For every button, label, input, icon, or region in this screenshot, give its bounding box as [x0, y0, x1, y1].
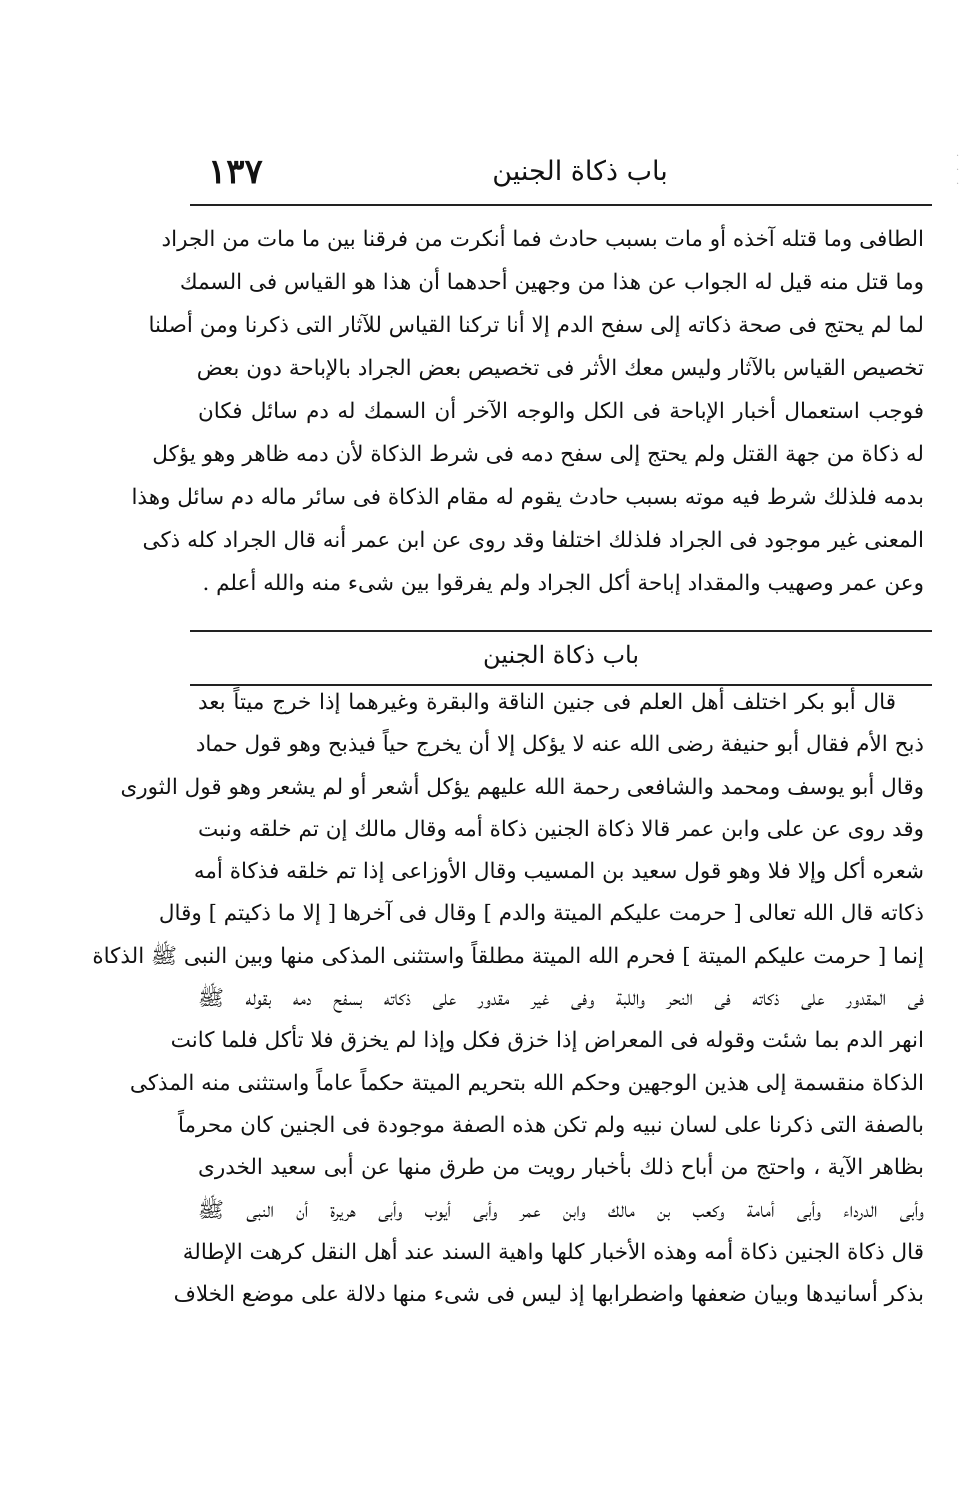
text-line: وقد روى عن على وابن عمر قالا ذكاة الجنين ذكاة أمه وقال مالك إن تم خلقه ونبت	[198, 816, 924, 842]
text-line: الذكاة منقسمة إلى هذين الوجهين وحكم الله بتحريم الميتة حكماً عاماً واستثنى منه المذكى	[129, 1070, 924, 1096]
text-line: وعن عمر وصهيب والمقداد إباحة أكل الجراد ولم يفرقوا بين شىء منه والله أعلم .	[202, 571, 924, 596]
page-header	[190, 150, 932, 200]
text-line: المعنى غير موجود فى الجراد فلذلك اختلفا وقد روى عن ابن عمر أنه قال الجراد كله ذكى	[142, 528, 924, 553]
section-body	[92, 690, 924, 1324]
text-line: وما قتل منه قيل له الجواب عن هذا من وجهين أحدهما أن هذا هو القياس فى السمك	[179, 270, 924, 295]
text-line: بالصفة التى ذكرنا على لسان نبيه ولم تكن هذه الصفة موجودة فى الجنين كان محرماً	[177, 1112, 924, 1138]
header-rule	[190, 204, 932, 206]
text-line: فوجب استعمال أخبار الإباحة فى الكل والوجه الآخر أن السمك له دم سائل فكان	[198, 399, 924, 424]
text-line: وقال أبو يوسف ومحمد والشافعى رحمة الله عليهم يؤكل أشعر أو لم يشعر وهو قول الثورى	[120, 774, 924, 800]
text-line: انهر الدم بما شئت وقوله فى المعراض إذا خزق فكل وإذا لم يخزق فلا تأكل فلما كانت	[170, 1028, 924, 1054]
text-line: بظاهر الآية ، واحتج من أباح ذلك بأخبار رويت من طرق منها عن أبى سعيد الخدرى	[198, 1155, 924, 1181]
text-line: شعره أكل وإلا فلا وهو قول سعيد بن المسيب وقال الأوزاعى إذا تم خلقه فذكاة أمه	[193, 859, 924, 885]
text-line: ذبح الأم فقال أبو حنيفة رضى الله عنه لا يؤكل إلا أن يخرج حياً فيذبح وهو قول حماد	[195, 732, 924, 758]
continued-paragraph	[131, 227, 924, 614]
text-line: إنما [ حرمت عليكم الميتة ] فحرم الله الميتة مطلقاً واستثنى المذكى منها وبين النبى ﷺ الذكاة	[92, 943, 924, 969]
text-line: وأبى الدرداء وأبى أمامة وكعب بن مالك وابن عمر وأبى أيوب وأبى هريرة أن النبى ﷺ	[198, 1197, 924, 1223]
text-line: تخصيص القياس بالآثار وليس معك الأثر فى تخصيص بعض الجراد بالإباحة دون بعض	[196, 356, 924, 381]
text-line: قال أبو بكر اختلف أهل العلم فى جنين الناقة والبقرة وغيرهما إذا خرج ميتاً بعد	[198, 690, 896, 715]
text-line: قال ذكاة الجنين ذكاة أمه وهذه الأخبار كلها واهية السند عند أهل النقل كرهت الإطالة	[182, 1239, 924, 1265]
text-line: ذكاته قال الله تعالى [ حرمت عليكم الميتة والدم ] وقال فى آخرها [ إلا ما ذكيتم ] وقال	[158, 901, 924, 927]
running-title: باب ذكاة الجنين	[492, 156, 668, 187]
text-line: فى المقدور على ذكاته فى النحر واللبة وفى غير مقدور على ذكاته بسفح دمه بقوله ﷺ	[198, 986, 924, 1012]
text-line: الطافى وما قتله آخذه أو مات بسبب حادث فما أنكرت من فرقنا بين ما مات من الجراد	[161, 227, 924, 252]
page-number: ١٣٧	[208, 152, 263, 192]
section-rule-top	[190, 630, 932, 632]
section-rule-bottom	[190, 684, 932, 686]
section-heading: باب ذكاة الجنين	[482, 641, 640, 669]
text-line: لما لم يحتج فى صحة ذكاته إلى سفح الدم إلا أنا تركنا القياس للآثار التى ذكرنا ومن أصلنا	[148, 313, 924, 338]
scan-edge-speckle: · · ·	[956, 151, 960, 190]
text-line: بذكر أسانيدها وبيان ضعفها واضطرابها إذ ليس فى شىء منها دلالة على موضع الخلاف	[173, 1282, 924, 1308]
text-line: له ذكاة من جهة القتل ولم يحتج إلى سفح دمه فى شرط الذكاة لأن دمه ظاهر وهو يؤكل	[152, 442, 924, 467]
text-line: بدمه فلذلك شرط فيه موته بسبب حادث يقوم له مقام الذكاة فى سائر ماله دم سائل وهذا	[131, 485, 924, 510]
